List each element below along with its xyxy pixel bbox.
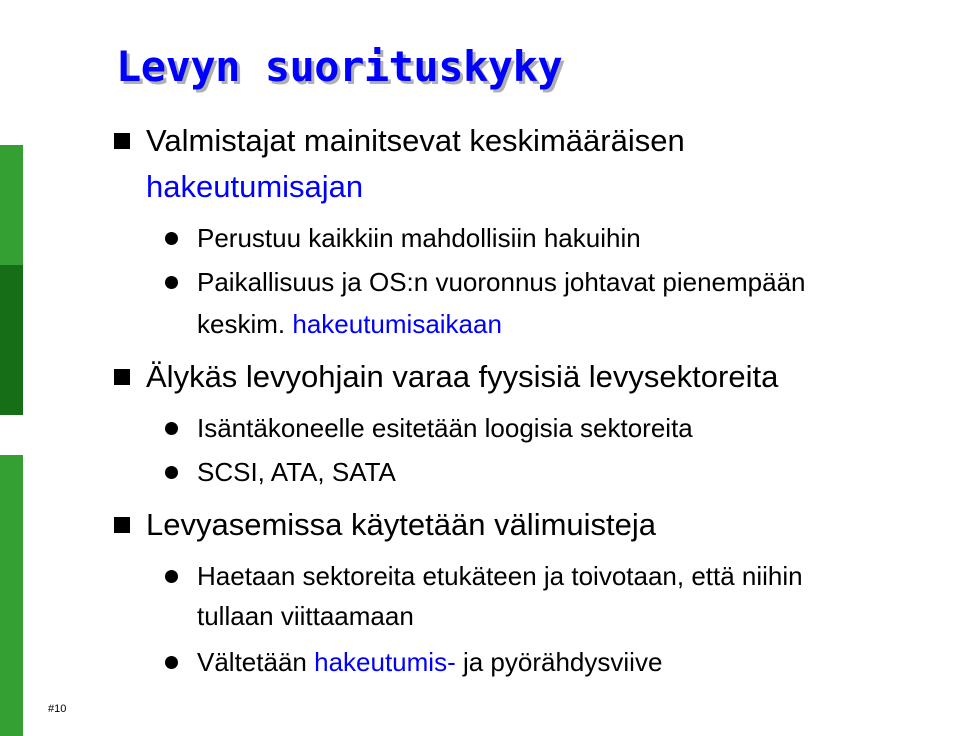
- bullet-1-sub-2-cont: [197, 308, 502, 340]
- bullet-3-sub-2: [166, 646, 662, 678]
- bullet-1-sub-2: [166, 266, 806, 298]
- bullet-1: [114, 122, 685, 160]
- square-bullet-icon: [114, 517, 130, 533]
- bullet-3: [114, 506, 656, 544]
- decor-strip-green: [0, 145, 23, 265]
- bullet-1-sub-1: [166, 222, 641, 254]
- bullet-1-accent: hakeutumisajan: [146, 169, 364, 204]
- bullet-1-sub-2-line-2: keskim.: [197, 309, 286, 339]
- bullet-2-sub-1-text: Isäntäkoneelle esitetään loogisia sektoreita: [197, 413, 693, 443]
- bullet-3-sub-1: [166, 560, 803, 592]
- bullet-2-sub-1: [166, 412, 693, 444]
- bullet-3-sub-1-line-1: Haetaan sektoreita etukäteen ja toivotaan, että niihin: [197, 561, 803, 591]
- bullet-1-text: Valmistajat mainitsevat keskimääräisen: [146, 123, 685, 158]
- bullet-3-sub-2-post: ja pyörähdysviive: [462, 647, 663, 677]
- bullet-3-text: Levyasemissa käytetään välimuisteja: [146, 507, 657, 542]
- bullet-1-sub-1-text: Perustuu kaikkiin mahdollisiin hakuihin: [197, 223, 641, 253]
- square-bullet-icon: [114, 369, 130, 385]
- bullet-2-sub-2-text: SCSI, ATA, SATA: [197, 457, 396, 487]
- bullet-1-sub-2-line-1: Paikallisuus ja OS:n vuoronnus johtavat pienempään: [197, 267, 806, 297]
- round-bullet-icon: [165, 656, 178, 669]
- decor-strip-green-bottom: [0, 455, 23, 736]
- bullet-2-sub-2: [166, 456, 396, 488]
- decor-strip-dark-green: [0, 265, 23, 415]
- bullet-3-sub-2-accent: hakeutumis-: [314, 647, 456, 677]
- round-bullet-icon: [165, 276, 178, 289]
- square-bullet-icon: [114, 133, 130, 149]
- bullet-2-text: Älykäs levyohjain varaa fyysisiä levysektoreita: [146, 359, 779, 394]
- round-bullet-icon: [165, 422, 178, 435]
- round-bullet-icon: [165, 570, 178, 583]
- bullet-2: [114, 358, 778, 396]
- round-bullet-icon: [165, 232, 178, 245]
- slide-title: Levyn suorituskyky: [116, 42, 563, 91]
- page-number: #10: [48, 703, 67, 715]
- bullet-3-sub-1-cont: tullaan viittaamaan: [197, 601, 414, 631]
- bullet-3-sub-2-pre: Vältetään: [197, 647, 307, 677]
- decor-strip-white-mid: [0, 415, 23, 455]
- bullet-1-sub-2-accent: hakeutumisaikaan: [292, 309, 502, 339]
- round-bullet-icon: [165, 466, 178, 479]
- decor-strip-white-top: [0, 0, 23, 145]
